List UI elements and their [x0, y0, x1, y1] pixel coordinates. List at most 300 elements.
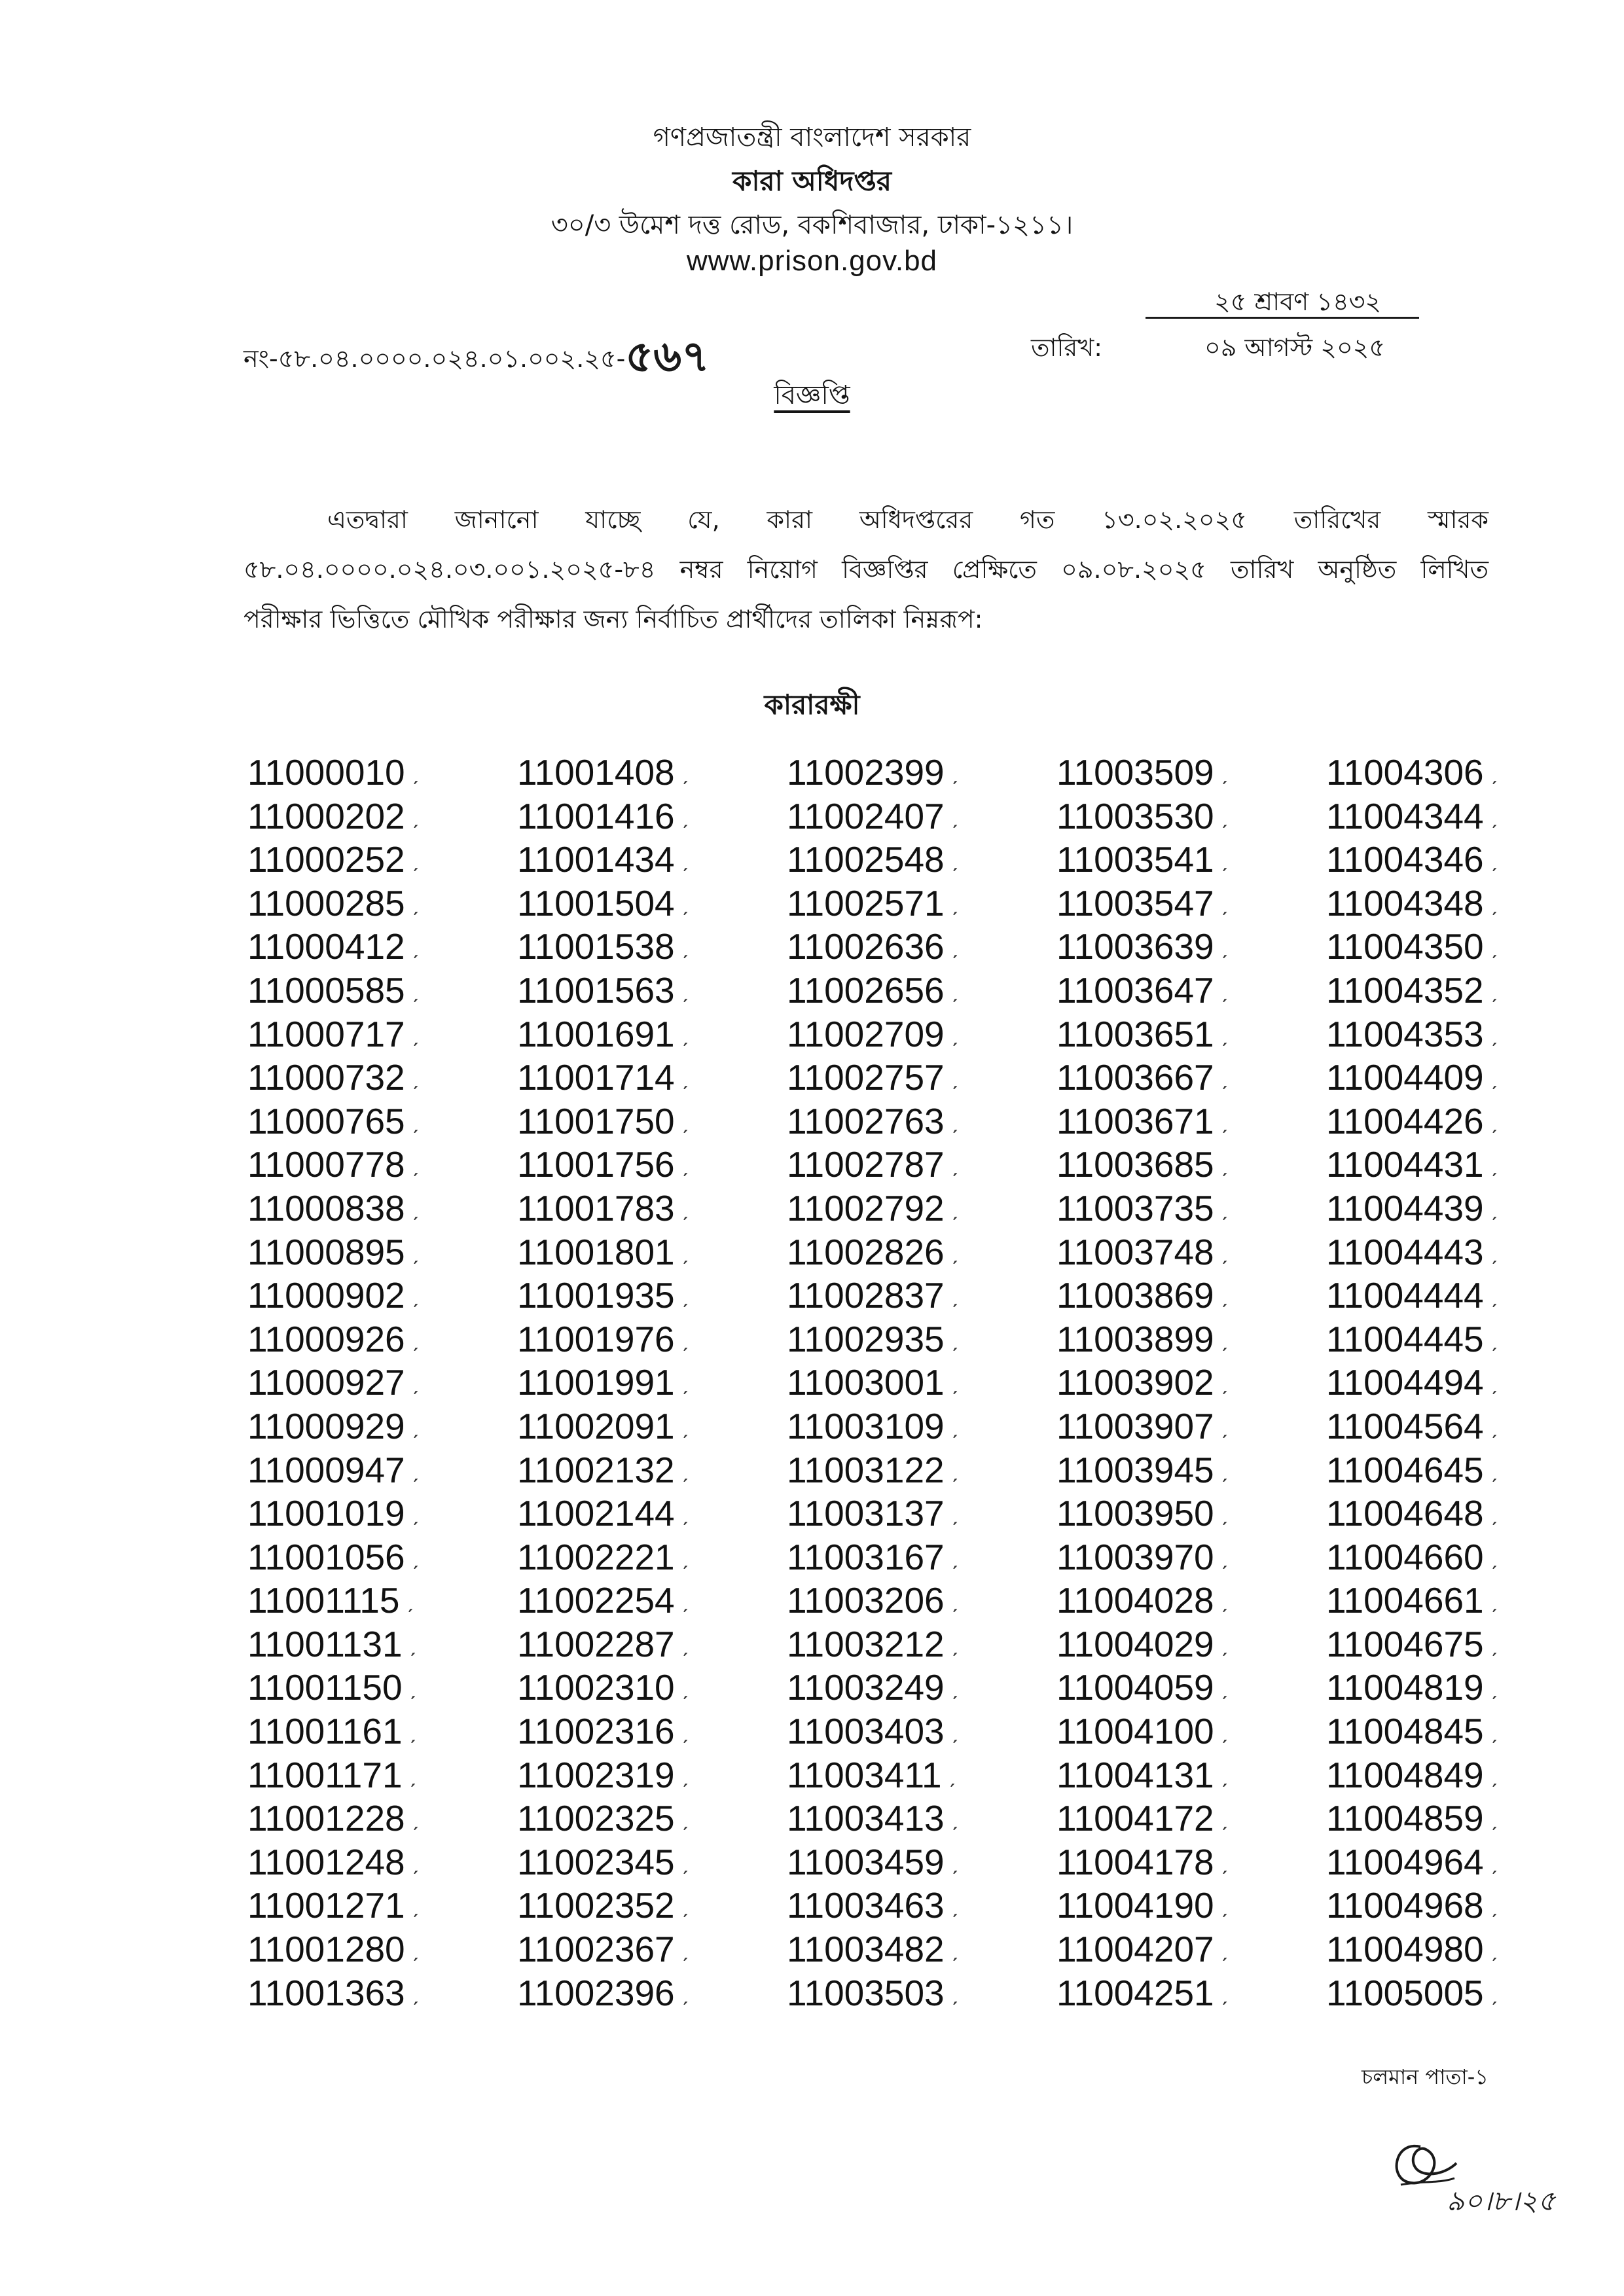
- roll-number: [1056, 751, 1326, 795]
- roll-number-value: 11002144: [517, 1493, 675, 1534]
- check-mark-icon: ˏ: [1220, 1283, 1228, 1308]
- roll-number-value: 11004251: [1056, 1972, 1214, 2013]
- roll-number-value: 11002757: [787, 1057, 945, 1098]
- roll-number-value: 11001563: [517, 969, 675, 1011]
- roll-number: [517, 1361, 787, 1405]
- roll-number-value: 11003735: [1056, 1187, 1214, 1229]
- roll-number-value: 11000838: [247, 1187, 405, 1229]
- roll-number-value: 11004350: [1326, 926, 1484, 967]
- roll-number-value: 11004645: [1326, 1449, 1484, 1490]
- roll-number-value: 11002935: [787, 1318, 945, 1359]
- roll-number-value: 11004353: [1326, 1013, 1484, 1054]
- roll-number: [787, 1318, 1056, 1361]
- roll-number-value: 11002399: [787, 752, 945, 793]
- roll-number-value: 11004344: [1326, 795, 1484, 836]
- check-mark-icon: ˏ: [411, 1195, 419, 1221]
- check-mark-icon: ˏ: [408, 1762, 416, 1787]
- check-mark-icon: ˏ: [681, 1108, 689, 1134]
- roll-number-value: 11002763: [787, 1100, 945, 1141]
- check-mark-icon: ˏ: [950, 977, 958, 1003]
- check-mark-icon: ˏ: [950, 1239, 958, 1265]
- roll-number-value: 11004131: [1056, 1754, 1214, 1795]
- roll-number: [787, 1013, 1056, 1056]
- roll-number-value: 11000895: [247, 1231, 405, 1272]
- check-mark-icon: ˏ: [950, 934, 958, 960]
- roll-number: [247, 751, 517, 795]
- roll-number-value: 11001434: [517, 839, 675, 880]
- check-mark-icon: ˏ: [1490, 1413, 1498, 1439]
- check-mark-icon: ˏ: [1220, 1806, 1228, 1831]
- roll-number-value: 11001150: [247, 1667, 403, 1708]
- check-mark-icon: ˏ: [1490, 1980, 1498, 2005]
- roll-number: [1326, 1971, 1596, 2015]
- check-mark-icon: ˏ: [681, 1762, 689, 1787]
- roll-number: [247, 1623, 517, 1666]
- roll-number-value: 11004564: [1326, 1405, 1484, 1446]
- check-mark-icon: ˏ: [411, 1021, 419, 1047]
- check-mark-icon: ˏ: [950, 1631, 958, 1657]
- roll-number-value: 11004648: [1326, 1493, 1484, 1534]
- roll-number: [517, 1623, 787, 1666]
- roll-number: [247, 1928, 517, 1971]
- notice-paragraph: [244, 495, 1489, 644]
- roll-number-value: 11004819: [1326, 1667, 1484, 1708]
- roll-number-value: 11004352: [1326, 969, 1484, 1011]
- roll-number: [1326, 1143, 1596, 1187]
- roll-number-value: 11004445: [1326, 1318, 1484, 1359]
- check-mark-icon: ˏ: [950, 1108, 958, 1134]
- check-mark-icon: ˏ: [1220, 1849, 1228, 1874]
- roll-number-value: 11000412: [247, 926, 405, 967]
- roll-number-value: 11003869: [1056, 1275, 1214, 1316]
- roll-number-value: 11003667: [1056, 1057, 1214, 1098]
- check-mark-icon: ˏ: [1490, 1457, 1498, 1482]
- roll-number: [517, 925, 787, 969]
- continued-page-note: চলমান পাতা-১: [1362, 2064, 1489, 2089]
- roll-number: [247, 882, 517, 925]
- roll-number: [1326, 1623, 1596, 1666]
- roll-number: [787, 1840, 1056, 1884]
- roll-number: [787, 1928, 1056, 1971]
- roll-number-value: 11003122: [787, 1449, 945, 1490]
- check-mark-icon: ˏ: [1490, 1370, 1498, 1395]
- check-mark-icon: ˏ: [681, 1806, 689, 1831]
- roll-number-value: 11004409: [1326, 1057, 1484, 1098]
- check-mark-icon: ˏ: [681, 1065, 689, 1090]
- roll-number: [1056, 1013, 1326, 1056]
- roll-number-value: 11004444: [1326, 1275, 1484, 1316]
- roll-number: [787, 838, 1056, 882]
- roll-number: [517, 1056, 787, 1100]
- roll-number: [247, 1535, 517, 1579]
- roll-number: [1326, 1274, 1596, 1318]
- roll-number-value: 11002396: [517, 1972, 675, 2013]
- check-mark-icon: ˏ: [1220, 803, 1228, 829]
- check-mark-icon: ˏ: [1220, 890, 1228, 916]
- roll-number-value: 11001271: [247, 1885, 405, 1926]
- roll-number: [517, 1405, 787, 1448]
- roll-number-value: 11002091: [517, 1405, 675, 1446]
- roll-number-value: 11002826: [787, 1231, 945, 1272]
- check-mark-icon: ˏ: [1220, 760, 1228, 785]
- check-mark-icon: ˏ: [1220, 847, 1228, 872]
- roll-number-value: 11004849: [1326, 1754, 1484, 1795]
- office-address: ৩০/৩ উমেশ দত্ত রোড, বকশিবাজার, ঢাকা-১২১১।: [550, 210, 1074, 240]
- roll-number: [1326, 1753, 1596, 1797]
- check-mark-icon: ˏ: [681, 977, 689, 1003]
- roll-number: [517, 1013, 787, 1056]
- roll-number: [247, 1666, 517, 1710]
- date-divider: [1146, 317, 1419, 319]
- roll-number-value: 11001019: [247, 1493, 405, 1534]
- check-mark-icon: ˏ: [950, 1675, 958, 1700]
- roll-number-value: 11003950: [1056, 1493, 1214, 1534]
- roll-number-value: 11002254: [517, 1580, 675, 1621]
- date-label: তারিখ:: [1031, 333, 1103, 362]
- roll-number-value: 11000732: [247, 1057, 405, 1098]
- roll-number-value: 11002548: [787, 839, 945, 880]
- roll-number-value: 11004346: [1326, 839, 1484, 880]
- memo-number-handwritten: ৫৬৭: [625, 331, 710, 382]
- roll-number-value: 11003411: [787, 1754, 942, 1795]
- roll-number: [1326, 795, 1596, 838]
- roll-number-value: 11001228: [247, 1798, 405, 1839]
- roll-number: [787, 1971, 1056, 2015]
- paragraph-line: পরীক্ষার ভিত্তিতে মৌখিক পরীক্ষার জন্য নির্বাচিত প্রার্থীদের তালিকা নিম্নরূপ:: [244, 605, 983, 634]
- roll-number: [1056, 1884, 1326, 1928]
- check-mark-icon: ˏ: [950, 847, 958, 872]
- roll-number-value: 11004431: [1326, 1144, 1484, 1185]
- roll-number: [1056, 1797, 1326, 1840]
- check-mark-icon: ˏ: [1490, 1021, 1498, 1047]
- check-mark-icon: ˏ: [411, 890, 419, 916]
- roll-number-value: 11004207: [1056, 1929, 1214, 1970]
- roll-number-grid: [247, 751, 1596, 2015]
- roll-number: [247, 1361, 517, 1405]
- roll-number: [1326, 1666, 1596, 1710]
- roll-number: [1056, 795, 1326, 838]
- roll-number: [787, 1623, 1056, 1666]
- roll-number-value: 11000585: [247, 969, 405, 1011]
- roll-number-value: 11001280: [247, 1929, 405, 1970]
- roll-number: [1056, 1361, 1326, 1405]
- roll-number: [787, 1405, 1056, 1448]
- roll-number-value: 11001756: [517, 1144, 675, 1185]
- roll-number: [1326, 1100, 1596, 1143]
- check-mark-icon: ˏ: [1220, 1239, 1228, 1265]
- roll-number: [1326, 1230, 1596, 1274]
- roll-number-value: 11003137: [787, 1493, 945, 1534]
- roll-number: [1056, 1187, 1326, 1230]
- roll-number: [517, 1753, 787, 1797]
- roll-number-value: 11000285: [247, 882, 405, 924]
- roll-number: [247, 1448, 517, 1492]
- check-mark-icon: ˏ: [411, 1283, 419, 1308]
- check-mark-icon: ˏ: [950, 1283, 958, 1308]
- check-mark-icon: ˏ: [681, 890, 689, 916]
- roll-number-value: 11003902: [1056, 1362, 1214, 1403]
- check-mark-icon: ˏ: [950, 1544, 958, 1570]
- roll-number: [517, 1971, 787, 2015]
- roll-number: [517, 1797, 787, 1840]
- check-mark-icon: ˏ: [411, 1937, 419, 1962]
- roll-number-value: 11002132: [517, 1449, 675, 1490]
- roll-number: [247, 1710, 517, 1753]
- roll-number-value: 11003685: [1056, 1144, 1214, 1185]
- check-mark-icon: ˏ: [1220, 1501, 1228, 1526]
- check-mark-icon: ˏ: [950, 1152, 958, 1177]
- check-mark-icon: ˏ: [681, 1719, 689, 1744]
- roll-number: [1326, 1492, 1596, 1535]
- roll-number-value: 11003530: [1056, 795, 1214, 836]
- roll-number-value: 11004661: [1326, 1580, 1484, 1621]
- roll-number: [1056, 1405, 1326, 1448]
- check-mark-icon: ˏ: [411, 1980, 419, 2005]
- roll-number-value: 11002837: [787, 1275, 945, 1316]
- check-mark-icon: ˏ: [1220, 1980, 1228, 2005]
- check-mark-icon: ˏ: [1220, 1021, 1228, 1047]
- roll-number: [787, 1710, 1056, 1753]
- roll-number-value: 11003547: [1056, 882, 1214, 924]
- roll-number: [247, 1187, 517, 1230]
- check-mark-icon: ˏ: [681, 1457, 689, 1482]
- check-mark-icon: ˏ: [1490, 934, 1498, 960]
- roll-number: [517, 1318, 787, 1361]
- roll-number: [1326, 1056, 1596, 1100]
- check-mark-icon: ˏ: [681, 1283, 689, 1308]
- check-mark-icon: ˏ: [950, 1457, 958, 1482]
- check-mark-icon: ˏ: [1490, 1849, 1498, 1874]
- roll-number-value: 11004439: [1326, 1187, 1484, 1229]
- check-mark-icon: ˏ: [411, 1413, 419, 1439]
- check-mark-icon: ˏ: [948, 1762, 956, 1787]
- roll-number-value: 11004059: [1056, 1667, 1214, 1708]
- check-mark-icon: ˏ: [1220, 1893, 1228, 1918]
- roll-number-value: 11004190: [1056, 1885, 1214, 1926]
- check-mark-icon: ˏ: [411, 934, 419, 960]
- roll-number: [247, 1753, 517, 1797]
- roll-number-value: 11002287: [517, 1623, 675, 1664]
- roll-number: [1326, 1448, 1596, 1492]
- roll-number: [517, 838, 787, 882]
- roll-number: [787, 925, 1056, 969]
- roll-number-value: 11001750: [517, 1100, 675, 1141]
- roll-number-value: 11004172: [1056, 1798, 1214, 1839]
- check-mark-icon: ˏ: [411, 803, 419, 829]
- roll-number: [787, 1579, 1056, 1623]
- notice-title: বিজ্ঞপ্তি: [774, 380, 850, 410]
- roll-number-value: 11003167: [787, 1536, 945, 1577]
- roll-number-value: 11002345: [517, 1841, 675, 1882]
- check-mark-icon: ˏ: [411, 1806, 419, 1831]
- check-mark-icon: ˏ: [1220, 1631, 1228, 1657]
- check-mark-icon: ˏ: [950, 1195, 958, 1221]
- roll-number-value: 11003109: [787, 1405, 945, 1446]
- check-mark-icon: ˏ: [1220, 1544, 1228, 1570]
- check-mark-icon: ˏ: [950, 1806, 958, 1831]
- memo-number-prefix: নং-৫৮.০৪.০০০০.০২৪.০১.০০২.২৫-: [244, 344, 626, 373]
- roll-number: [517, 1579, 787, 1623]
- check-mark-icon: ˏ: [1490, 847, 1498, 872]
- roll-number: [787, 795, 1056, 838]
- roll-number: [1326, 1710, 1596, 1753]
- check-mark-icon: ˏ: [1490, 1326, 1498, 1352]
- date-gregorian: ০৯ আগস্ট ২০২৫: [1204, 333, 1386, 362]
- roll-number: [247, 1100, 517, 1143]
- check-mark-icon: ˏ: [681, 803, 689, 829]
- roll-number-value: 11001408: [517, 752, 675, 793]
- roll-number-value: 11002787: [787, 1144, 945, 1185]
- check-mark-icon: ˏ: [1220, 1675, 1228, 1700]
- post-title: কারারক্ষী: [764, 689, 860, 721]
- roll-number-value: 11003482: [787, 1929, 945, 1970]
- roll-number: [247, 925, 517, 969]
- check-mark-icon: ˏ: [681, 847, 689, 872]
- paragraph-line: ৫৮.০৪.০০০০.০২৪.০৩.০০১.২০২৫-৮৪ নম্বর নিয়োগ বিজ্ঞপ্তির প্রেক্ষিতে ০৯.০৮.২০২৫ তারিখ অনুষ্ঠিত লিখিত: [244, 555, 1489, 584]
- paragraph-line: এতদ্বারা জানানো যাচ্ছে যে, কারা অধিদপ্তরের গত ১৩.০২.২০২৫ তারিখের স্মারক: [327, 505, 1489, 534]
- check-mark-icon: ˏ: [1490, 1806, 1498, 1831]
- roll-number: [1326, 1318, 1596, 1361]
- roll-number: [1056, 1274, 1326, 1318]
- roll-number: [517, 1928, 787, 1971]
- roll-number-value: 11001783: [517, 1187, 675, 1229]
- check-mark-icon: ˏ: [1490, 977, 1498, 1003]
- roll-number-value: 11002636: [787, 926, 945, 967]
- roll-number-value: 11000902: [247, 1275, 405, 1316]
- roll-number: [787, 1143, 1056, 1187]
- check-mark-icon: ˏ: [950, 1065, 958, 1090]
- roll-number: [517, 1710, 787, 1753]
- check-mark-icon: ˏ: [411, 1065, 419, 1090]
- roll-number-value: 11000927: [247, 1362, 405, 1403]
- roll-number-value: 11000947: [247, 1449, 405, 1490]
- check-mark-icon: ˏ: [950, 1937, 958, 1962]
- roll-number-value: 11004443: [1326, 1231, 1484, 1272]
- roll-number: [1326, 1579, 1596, 1623]
- check-mark-icon: ˏ: [681, 1675, 689, 1700]
- check-mark-icon: ˏ: [681, 1152, 689, 1177]
- roll-number: [1326, 925, 1596, 969]
- roll-number: [1056, 882, 1326, 925]
- roll-number: [1326, 1013, 1596, 1056]
- roll-number-value: 11001131: [247, 1623, 403, 1664]
- roll-number: [517, 795, 787, 838]
- roll-number-value: 11001115: [247, 1580, 400, 1621]
- check-mark-icon: ˏ: [411, 1893, 419, 1918]
- roll-number-value: 11004675: [1326, 1623, 1484, 1664]
- roll-number-value: 11003907: [1056, 1405, 1214, 1446]
- roll-number-value: 11004859: [1326, 1798, 1484, 1839]
- roll-number: [787, 1797, 1056, 1840]
- roll-number-value: 11001416: [517, 795, 675, 836]
- date-bangla: ২৫ শ্রাবণ ১৪৩২: [1214, 287, 1382, 316]
- roll-number-value: 11002407: [787, 795, 945, 836]
- website-link[interactable]: www.prison.gov.bd: [686, 245, 938, 277]
- check-mark-icon: ˏ: [408, 1719, 416, 1744]
- roll-number: [1056, 1753, 1326, 1797]
- roll-number-value: 11000778: [247, 1144, 405, 1185]
- roll-number-value: 11003463: [787, 1885, 945, 1926]
- roll-number-value: 11003639: [1056, 926, 1214, 967]
- check-mark-icon: ˏ: [411, 1849, 419, 1874]
- roll-number-value: 11001171: [247, 1754, 403, 1795]
- check-mark-icon: ˏ: [1220, 1065, 1228, 1090]
- roll-number-value: 11004028: [1056, 1580, 1214, 1621]
- roll-number-value: 11002319: [517, 1754, 675, 1795]
- roll-number: [517, 969, 787, 1013]
- roll-number: [1056, 1971, 1326, 2015]
- roll-number: [787, 751, 1056, 795]
- roll-number: [1326, 1840, 1596, 1884]
- roll-number-value: 11003503: [787, 1972, 945, 2013]
- check-mark-icon: ˏ: [950, 1719, 958, 1744]
- roll-number: [1056, 1666, 1326, 1710]
- roll-number: [247, 1143, 517, 1187]
- roll-number-value: 11001056: [247, 1536, 405, 1577]
- check-mark-icon: ˏ: [681, 934, 689, 960]
- check-mark-icon: ˏ: [1220, 1457, 1228, 1482]
- check-mark-icon: ˏ: [950, 760, 958, 785]
- roll-number: [787, 1187, 1056, 1230]
- check-mark-icon: ˏ: [950, 1413, 958, 1439]
- check-mark-icon: ˏ: [1490, 1893, 1498, 1918]
- check-mark-icon: ˏ: [681, 1326, 689, 1352]
- check-mark-icon: ˏ: [1220, 1762, 1228, 1787]
- roll-number-value: 11003671: [1056, 1100, 1214, 1141]
- roll-number: [787, 1100, 1056, 1143]
- roll-number-value: 11000717: [247, 1013, 405, 1054]
- check-mark-icon: ˏ: [411, 1326, 419, 1352]
- roll-number: [247, 969, 517, 1013]
- roll-number: [1056, 1928, 1326, 1971]
- roll-number-value: 11005005: [1326, 1972, 1484, 2013]
- check-mark-icon: ˏ: [681, 1544, 689, 1570]
- roll-number-value: 11002571: [787, 882, 945, 924]
- check-mark-icon: ˏ: [1220, 1588, 1228, 1613]
- check-mark-icon: ˏ: [411, 760, 419, 785]
- roll-number: [787, 1056, 1056, 1100]
- check-mark-icon: ˏ: [681, 1588, 689, 1613]
- check-mark-icon: ˏ: [1220, 1195, 1228, 1221]
- check-mark-icon: ˏ: [411, 1239, 419, 1265]
- roll-number: [787, 1230, 1056, 1274]
- roll-number: [247, 1405, 517, 1448]
- roll-number-value: 11000252: [247, 839, 405, 880]
- roll-number-value: 11004178: [1056, 1841, 1214, 1882]
- roll-number: [1056, 1492, 1326, 1535]
- roll-number-value: 11003509: [1056, 752, 1214, 793]
- roll-number: [1056, 1318, 1326, 1361]
- roll-number: [1056, 969, 1326, 1013]
- roll-number-value: 11003413: [787, 1798, 945, 1839]
- roll-number: [1056, 1579, 1326, 1623]
- check-mark-icon: ˏ: [950, 1021, 958, 1047]
- roll-number-value: 11003206: [787, 1580, 945, 1621]
- roll-number: [1326, 838, 1596, 882]
- check-mark-icon: ˏ: [1490, 760, 1498, 785]
- roll-number-value: 11000765: [247, 1100, 405, 1141]
- check-mark-icon: ˏ: [950, 1370, 958, 1395]
- check-mark-icon: ˏ: [681, 1370, 689, 1395]
- roll-number: [1056, 1056, 1326, 1100]
- check-mark-icon: ˏ: [1490, 1239, 1498, 1265]
- roll-number: [787, 1361, 1056, 1405]
- check-mark-icon: ˏ: [1220, 1413, 1228, 1439]
- check-mark-icon: ˏ: [1220, 934, 1228, 960]
- check-mark-icon: ˏ: [1490, 1719, 1498, 1744]
- check-mark-icon: ˏ: [1220, 1937, 1228, 1962]
- roll-number: [517, 1666, 787, 1710]
